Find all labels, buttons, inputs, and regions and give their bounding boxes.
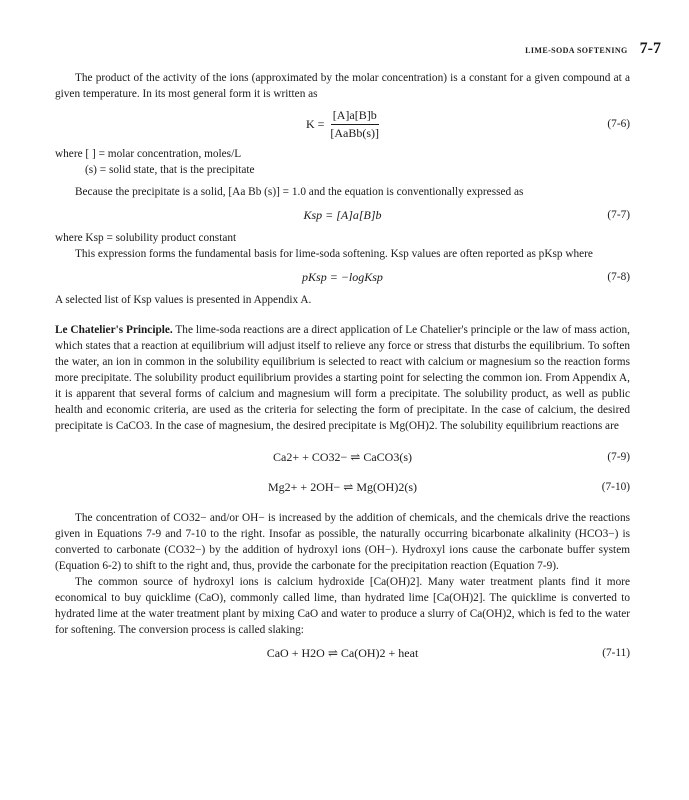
paragraph-because: Because the precipitate is a solid, [Aa Bb (s)] = 1.0 and the equation is conventionally expressed as [75, 186, 524, 198]
equation-7-7 [55, 200, 630, 230]
where-block-1 [55, 146, 630, 178]
equation-7-7-text: Ksp = [A]a[B]b [303, 207, 382, 222]
equation-7-8 [55, 262, 630, 292]
where-ksp: where Ksp = solubility product constant [55, 232, 237, 244]
equation-7-6-denominator: [AaBb(s)] [330, 125, 380, 140]
running-head-title: LIME-SODA SOFTENING [525, 46, 628, 55]
paragraph-selected: A selected list of Ksp values is presented in Appendix A. [55, 294, 312, 306]
equation-7-11 [55, 638, 630, 668]
page-body [55, 70, 630, 668]
where-2-text: solid state, that is the precipitate [108, 164, 255, 176]
paragraph-le-chatelier [55, 322, 630, 434]
paragraph-common-source: The common source of hydroxyl ions is calcium hydroxide [Ca(OH)2]. Many water treatment plants find it more economical to buy quicklime (CaO), commonly called lime, than hydrated lime [Ca(OH)2]. The quicklime is converted to hydrated lime at the water treatment plant by mixing CaO and water to produce a slurry of Ca(OH)2, which is fed to the water for softening. The conversion process is called slaking: [55, 576, 630, 636]
equation-7-7-number: (7-7) [607, 209, 630, 221]
equation-7-9 [55, 442, 630, 472]
equation-7-8-number: (7-8) [607, 271, 630, 283]
page-number: 7-7 [639, 40, 661, 57]
equation-7-11-number: (7-11) [602, 647, 630, 659]
equation-7-6-fraction [330, 108, 379, 141]
paragraph-concentration: The concentration of CO32− and/or OH− is increased by the addition of chemicals, and the chemicals drive the reactions given in Equations 7-9 and 7-10 to the right. Insofar as possible, the naturally occurring bicarbonate alkalinity (HCO3−) is converted to carbonate (CO32−) by the addition of hydroxyl ions (OH−). Hydroxyl ions cause the carbonate buffer system (Equation 6-2) to shift to the right and, thus, provide the carbonate for the precipitation reaction (Equation 7-9). [55, 512, 630, 572]
equation-7-10-number: (7-10) [601, 481, 630, 493]
equation-7-9-number: (7-9) [607, 451, 630, 463]
equation-7-8-text: pKsp = −logKsp [302, 269, 383, 284]
where-1-text: molar concentration, moles/L [107, 148, 242, 160]
equation-7-6-number: (7-6) [607, 118, 630, 130]
where-2-label: (s) = [85, 164, 107, 176]
equation-7-6-lhs: K = [305, 116, 325, 131]
le-chatelier-heading: Le Chatelier's Principle. [55, 324, 173, 336]
equation-7-10-text: Mg2+ + 2OH− ⇌ Mg(OH)2(s) [267, 479, 417, 494]
running-head [525, 40, 661, 58]
equation-7-9-text: Ca2+ + CO32− ⇌ CaCO3(s) [272, 449, 413, 464]
le-chatelier-text: The lime-soda reactions are a direct application of Le Chatelier's principle or the law of mass action, which states that a reaction at equilibrium will adjust itself to relieve any force or stress that disturbs the equilibrium. To soften the water, an ion in common in the solubility equilibrium is selected to react with calcium or magnesium so the reaction forms more precipitate. The solubility product equilibrium provides a starting point for selecting the common ion. From Appendix A, it is apparent that several forms of calcium and magnesium will form a precipitate. The solubility product, as well as public health and economic criteria, are used as the criteria for selecting the form of precipitate. In the case of calcium, the desired precipitate is CaCO3. In the case of magnesium, the desired precipitate is Mg(OH)2. The solubility equilibrium reactions are [55, 324, 630, 432]
equation-7-6 [55, 102, 630, 146]
paragraph-intro: The product of the activity of the ions (approximated by the molar concentration) is a constant for a given compound at a given temperature. In its most general form it is written as [55, 72, 630, 100]
equation-7-10 [55, 472, 630, 502]
equation-7-6-numerator: [A]a[B]b [331, 108, 379, 125]
where-1-label: where [ ] = [55, 148, 105, 160]
equation-7-11-text: CaO + H2O ⇌ Ca(OH)2 + heat [266, 645, 419, 660]
paragraph-basis: This expression forms the fundamental basis for lime-soda softening. Ksp values are often reported as pKsp where [75, 248, 593, 260]
